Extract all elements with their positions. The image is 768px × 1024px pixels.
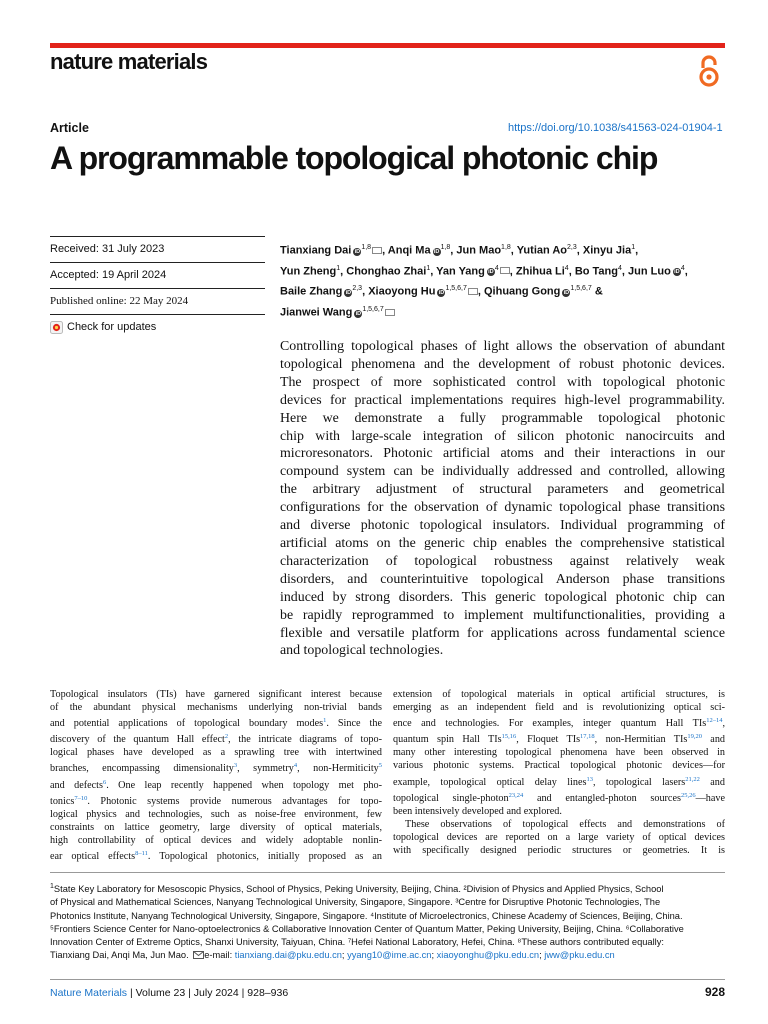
email-list: tianxiang.dai@pku.edu.cn; yyang10@ime.ac.cn; xiaoyonghu@pku.edu.cn; jww@pku.edu.cn <box>234 950 615 961</box>
body-line <box>393 759 725 772</box>
orcid-icon[interactable]: iD <box>488 269 494 276</box>
author-name[interactable]: Yutian Ao <box>516 244 568 257</box>
footer-issue: | Volume 23 | July 2024 | 928–936 <box>127 987 289 999</box>
body-text: tonics <box>50 795 75 807</box>
body-line <box>393 818 725 831</box>
reference-link[interactable]: 6 <box>102 778 107 786</box>
body-text: These observations of topological effects and demonstrations of <box>405 818 725 830</box>
body-line <box>393 831 725 844</box>
check-updates-button[interactable] <box>50 314 265 340</box>
page-number: 928 <box>704 985 725 999</box>
reference-link[interactable]: 13 <box>586 775 593 783</box>
reference-link[interactable]: 8–11 <box>135 850 148 858</box>
affiliation-line: ⁵Frontiers Science Center for Nano-optoelectronics & Collaborative Innovation Center of Quantum Matter, Peking University, Beijing, China. ⁶Collaborative <box>50 923 684 934</box>
body-line <box>50 714 382 730</box>
author-affiliation: 2,3 <box>567 244 577 251</box>
body-line <box>393 844 725 857</box>
body-text: various photonic systems. Practical topological photonic devices—for <box>393 760 725 772</box>
email-link[interactable]: jww@pku.edu.cn <box>544 950 615 961</box>
abstract-line: Controlling topological phases of light allows the observation of abundant <box>280 339 725 354</box>
accepted-date: Accepted: 19 April 2024 <box>50 262 265 288</box>
reference-link[interactable]: 2 <box>224 733 229 741</box>
body-text: , non-Hermiticity <box>297 763 379 775</box>
body-text: and <box>699 776 725 788</box>
orcid-icon[interactable]: iD <box>433 248 440 255</box>
body-text: been intensively developed and explored. <box>393 805 562 817</box>
body-text: logical physics and technologies, such as noise-free environment, few <box>50 808 382 820</box>
abstract <box>280 338 725 660</box>
body-line <box>393 773 725 789</box>
body-column-left <box>50 688 382 863</box>
orcid-icon[interactable]: iD <box>563 289 570 296</box>
body-text: and potential applications of topological boundary modes <box>50 718 324 730</box>
abstract-line: be rapidly reprogrammed to implement multifunctionalities, providing a <box>280 607 725 623</box>
affiliation-sup: 1 <box>50 883 54 890</box>
abstract-line: topological phenomena and the development of robust photonic devices. <box>280 356 725 372</box>
body-line <box>50 776 382 792</box>
body-line <box>50 834 382 847</box>
author-row: Yun Zheng$^1$, Chonghao Zhai$^1$, Yan Yang $iD^4$ , Zhihua Li$^4$, Bo Tang$^4$, Jun Luo $iD^4$, <box>280 264 688 278</box>
body-text: branches, encompassing dimensionality <box>50 763 234 775</box>
envelope-icon[interactable] <box>468 288 478 295</box>
abstract-line: and diverse photonic topological insulators. Individual programming of <box>280 518 725 534</box>
body-text: . Since the <box>326 718 382 730</box>
header-accent-bar <box>50 43 725 48</box>
body-line <box>50 746 382 759</box>
abstract-line: induced by strong disorders. This generic topological photonic chip can <box>280 589 725 605</box>
body-text: and <box>701 734 725 746</box>
orcid-icon[interactable]: iD <box>345 289 352 296</box>
body-text: and entangled-photon sources <box>523 792 681 804</box>
body-text: constraints on lattice geometry, large diversity of optical materials, <box>50 821 382 833</box>
body-text: topological single-photon <box>393 792 509 804</box>
abstract-line: The prospect of more sophisticated control with topological photonic <box>280 374 725 390</box>
affiliations <box>50 880 725 962</box>
reference-link[interactable]: 5 <box>378 762 382 770</box>
body-text: Topological insulators (TIs) have garnered significant interest because <box>50 689 382 700</box>
body-text: emerging as an independent field and is revolutionizing optical sci- <box>393 702 725 714</box>
body-text: ear optical effects <box>50 851 136 863</box>
reference-link[interactable]: 3 <box>233 762 238 770</box>
body-line <box>50 730 382 746</box>
footer-journal-link[interactable]: Nature Materials <box>50 987 128 999</box>
affiliation-line: Photonics Institute, Nanyang Technological University, Singapore, Singapore. ⁴Institute of Microelectronics, Chinese Academy of Sciences, Beijing, China. <box>50 910 683 921</box>
orcid-icon[interactable]: iD <box>355 310 362 317</box>
body-text: many other interesting topological phenomena have been observed in <box>393 747 725 759</box>
author-affiliation: 1 <box>426 264 431 272</box>
body-text: , the intricate diagrams of topo- <box>228 734 382 746</box>
body-line <box>393 688 725 701</box>
author-name[interactable]: Jianwei Wang <box>280 306 353 319</box>
abstract-line: artificial atoms on the generic chip enables the comprehensive statistical <box>280 535 725 551</box>
body-text: . Topological photonics, initially proposed as an <box>147 851 382 863</box>
author-name[interactable]: Anqi Ma <box>387 244 431 257</box>
author-list <box>280 239 725 322</box>
body-text: . Photonic systems provide numerous advantages for topo- <box>87 795 382 807</box>
author-name[interactable]: Xiaoyong Hu <box>368 285 436 298</box>
author-row: Tianxiang Dai iD$^{1,8}$ , Anqi Ma iD$^{1,8}$, Jun Mao$^{1,8}$, Yutian Ao$^{2,3}$, Xinyu Jia$^1$, <box>280 244 639 257</box>
open-access-icon <box>696 54 722 88</box>
reference-link[interactable]: 1 <box>323 717 327 725</box>
reference-link[interactable]: 4 <box>293 762 298 770</box>
affiliation-line: of Physical and Mathematical Sciences, Nanyang Technological University, Singapore, Singapore. ³Centre for Disruptive Photonic Technologies, The <box>50 897 661 908</box>
article-type: Article <box>50 121 89 135</box>
body-text: . One leap recently happened when topology met pho- <box>106 779 382 791</box>
reference-link[interactable]: 21,22 <box>685 775 700 783</box>
email-link[interactable]: xiaoyonghu@pku.edu.cn <box>436 950 540 961</box>
body-line <box>393 714 725 730</box>
author-name[interactable]: Qihuang Gong <box>483 285 561 298</box>
doi-link[interactable]: https://doi.org/10.1038/s41563-024-01904-1 <box>508 122 723 134</box>
author-name[interactable]: Yun Zheng <box>280 265 337 278</box>
author-affiliation: 2,3 <box>352 285 363 293</box>
orcid-icon[interactable]: iD <box>438 289 445 296</box>
author-name[interactable]: Xinyu Jia <box>582 244 632 257</box>
body-line <box>50 701 382 714</box>
email-link[interactable]: tianxiang.dai@pku.edu.cn <box>234 950 342 961</box>
abstract-line: compound system can be individually addressed and controlled, allowing <box>280 464 725 480</box>
abstract-line: disorders, and counterintuitive topological Anderson phase transitions <box>280 571 725 587</box>
author-affiliation: 4 <box>494 264 499 272</box>
body-line <box>393 805 725 818</box>
author-affiliation: 1,5,6,7 <box>362 305 384 313</box>
body-line <box>50 847 382 863</box>
author-affiliation: 1 <box>336 264 341 272</box>
reference-link[interactable]: 7–10 <box>74 794 88 802</box>
author-affiliation: 1,8 <box>440 244 451 251</box>
body-line <box>50 821 382 834</box>
envelope-icon[interactable] <box>500 267 510 274</box>
reference-link[interactable]: 19,20 <box>687 733 702 741</box>
reference-link[interactable]: 23,24 <box>508 791 524 799</box>
envelope-icon[interactable] <box>372 247 382 254</box>
body-text: , symmetry <box>237 763 294 775</box>
affiliation-line: State Key Laboratory for Mesoscopic Physics, School of Physics, Peking University, Beijing, China. ²Division of Physics and Applied Physics, School <box>53 884 664 895</box>
author-affiliation: 1 <box>631 244 636 251</box>
body-text: ence and technologies. For examples, integer quantum Hall TIs <box>393 718 707 730</box>
abstract-line: characterization of topological robustness against relatively weak <box>280 553 725 569</box>
author-affiliation: 1,8 <box>361 244 372 251</box>
envelope-icon <box>193 951 204 959</box>
email-label: e-mail: <box>204 950 233 961</box>
reference-link[interactable]: 15,16 <box>501 733 517 741</box>
reference-link[interactable]: 25,26 <box>680 791 696 799</box>
footer-citation <box>50 987 288 999</box>
abstract-line: chip with large-scale integration of silicon photonic nanocircuits and <box>280 428 725 444</box>
abstract-line: Here we demonstrate a fully programmable topological photonic <box>280 410 725 426</box>
body-text: , non-Hermitian TIs <box>594 734 688 746</box>
body-text: , Floquet TIs <box>516 734 581 746</box>
check-updates-icon <box>50 321 63 334</box>
envelope-icon[interactable] <box>385 309 395 316</box>
abstract-line: the arbitrary adjustment of structural parameters and geometrical <box>280 482 725 498</box>
body-text: and defects <box>50 779 103 791</box>
author-name[interactable]: Baile Zhang <box>280 285 343 298</box>
reference-link[interactable]: 12–14 <box>706 717 723 725</box>
article-dates <box>50 236 265 340</box>
author-row: Baile Zhang iD$^{2,3}$, Xiaoyong Hu iD$^{1,5,6,7}$ , Qihuang Gong iD$^{1,5,6,7}$ & <box>280 285 603 298</box>
author-affiliation: 4 <box>680 264 685 272</box>
check-updates-label: Check for updates <box>67 321 157 333</box>
received-date: Received: 31 July 2023 <box>50 236 265 262</box>
author-name[interactable]: Jun Luo <box>628 265 671 278</box>
author-name[interactable]: Tianxiang Dai <box>280 244 352 257</box>
body-line <box>393 730 725 746</box>
journal-title: nature materials <box>50 49 208 74</box>
equal-contribution: Tianxiang Dai, Anqi Ma, Jun Mao. <box>50 950 189 961</box>
body-text: , topological lasers <box>592 776 686 788</box>
body-text: quantum spin Hall TIs <box>393 734 502 746</box>
reference-link[interactable]: 17,18 <box>580 733 595 741</box>
body-text: with specifically designed periodic structures or geometries. It is <box>393 845 725 857</box>
author-affiliation: 1,5,6,7 <box>445 285 467 293</box>
body-line <box>393 701 725 714</box>
author-name[interactable]: Jun Mao <box>456 244 502 257</box>
email-line <box>50 949 725 962</box>
orcid-icon[interactable]: iD <box>674 269 680 276</box>
author-ampersand: & <box>594 285 603 298</box>
author-name[interactable]: Yan Yang <box>436 265 485 278</box>
body-line <box>50 808 382 821</box>
body-line <box>50 688 382 701</box>
author-name[interactable]: Chonghao Zhai <box>346 265 427 278</box>
author-name[interactable]: Bo Tang <box>574 265 618 278</box>
body-line <box>393 789 725 805</box>
body-line <box>393 746 725 759</box>
email-link[interactable]: yyang10@ime.ac.cn <box>347 950 432 961</box>
author-affiliation: 4 <box>618 264 622 272</box>
abstract-line: configurations for the observation of dynamic topological phase transitions <box>280 500 725 516</box>
footer-divider <box>50 979 725 980</box>
body-text: high controllability of optical devices and widely adoptable nonlin- <box>50 834 382 846</box>
published-date: Published online: 22 May 2024 <box>50 288 265 314</box>
orcid-icon[interactable]: iD <box>354 248 361 255</box>
body-line <box>50 759 382 775</box>
body-text: discovery of the quantum Hall effect <box>50 734 225 746</box>
article-title: A programmable topological photonic chip <box>50 140 658 176</box>
body-text: —have <box>695 792 725 804</box>
body-column-right <box>393 688 725 857</box>
footnote-divider <box>50 872 725 873</box>
body-text: example, topological optical delay lines <box>393 776 587 788</box>
abstract-line: devices for practical implementations requires high-level programmability. <box>280 392 725 408</box>
body-text: of the abundant physical mechanisms underlying non-trivial bands <box>50 702 382 714</box>
body-text: logical phases have developed as a sprawling tree with intertwined <box>50 747 382 759</box>
abstract-line: and topological technologies. <box>280 643 444 659</box>
author-affiliation: 1,8 <box>501 244 511 251</box>
affiliation-line: Innovation Center of Extreme Optics, Shanxi University, Taiyuan, China. ⁷Hefei National Laboratory, Hefei, China. ⁸These authors contributed equally: <box>50 936 664 947</box>
abstract-line: microresonators. Photonic artificial atoms and their interactions in our <box>280 446 725 462</box>
body-text: topological devices are reported on a large variety of optical devices <box>393 831 725 843</box>
author-row <box>280 301 725 322</box>
body-text: extension of topological materials in optical artificial structures, is <box>393 689 725 700</box>
author-affiliation: 4 <box>564 264 569 272</box>
author-name[interactable]: Zhihua Li <box>515 265 565 278</box>
body-text: , <box>722 718 725 730</box>
author-affiliation: 1,5,6,7 <box>570 285 592 293</box>
abstract-line: flexible and versatile platform for applications across fundamental science <box>280 625 725 641</box>
body-line <box>50 792 382 808</box>
